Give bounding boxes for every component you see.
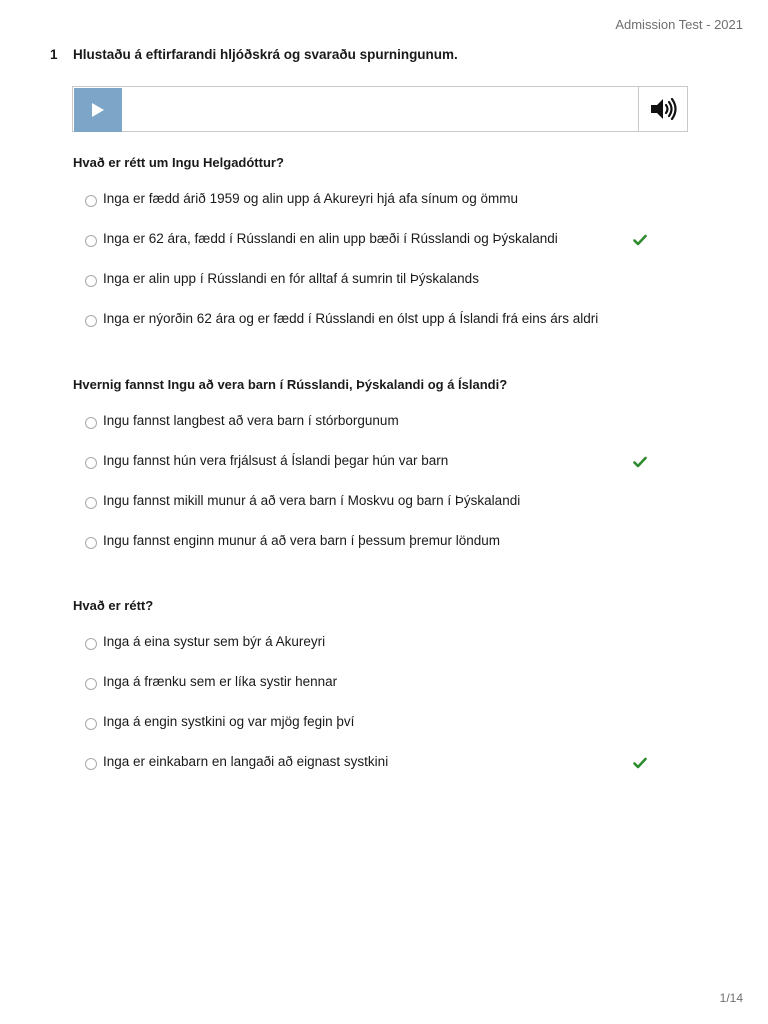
correct-check-icon <box>633 757 647 769</box>
question-number: 1 <box>50 47 58 62</box>
answer-option-label: Inga á eina systur sem býr á Akureyri <box>103 634 326 649</box>
volume-button[interactable] <box>638 87 687 131</box>
answer-option-label: Inga á engin systkini og var mjög fegin því <box>103 714 355 729</box>
correct-check-icon <box>633 234 647 246</box>
answer-option-label: Inga er fædd árið 1959 og alin upp á Akureyri hjá afa sínum og ömmu <box>103 191 518 206</box>
radio-button[interactable] <box>85 275 97 287</box>
answer-option[interactable] <box>85 714 655 736</box>
answer-option-label: Inga er einkabarn en langaði að eignast systkini <box>103 754 389 769</box>
answer-option[interactable] <box>85 634 655 656</box>
header-title: Admission Test - 2021 <box>615 17 743 32</box>
radio-button[interactable] <box>85 718 97 730</box>
radio-button[interactable] <box>85 417 97 429</box>
radio-button[interactable] <box>85 235 97 247</box>
radio-button[interactable] <box>85 678 97 690</box>
answer-option[interactable] <box>85 754 655 776</box>
radio-button[interactable] <box>85 638 97 650</box>
radio-button[interactable] <box>85 497 97 509</box>
answer-option[interactable] <box>85 493 655 515</box>
answer-option[interactable] <box>85 413 655 435</box>
radio-button[interactable] <box>85 537 97 549</box>
sub-question-title: Hvað er rétt? <box>73 598 154 613</box>
volume-icon <box>649 97 677 121</box>
answer-option-label: Inga er nýorðin 62 ára og er fædd í Rússlandi en ólst upp á Íslandi frá eins árs aldri <box>103 311 599 326</box>
answer-option[interactable] <box>85 674 655 696</box>
question-prompt: Hlustaðu á eftirfarandi hljóðskrá og svaraðu spurningunum. <box>73 47 458 62</box>
answer-option-label: Ingu fannst langbest að vera barn í stórborgunum <box>103 413 399 428</box>
answer-option[interactable] <box>85 271 655 293</box>
answer-option-label: Inga er alin upp í Rússlandi en fór alltaf á sumrin til Þýskalands <box>103 271 479 286</box>
answer-option-label: Inga á frænku sem er líka systir hennar <box>103 674 338 689</box>
radio-button[interactable] <box>85 758 97 770</box>
answer-option[interactable] <box>85 453 655 475</box>
answer-option[interactable] <box>85 533 655 555</box>
sub-question-title: Hvað er rétt um Ingu Helgadóttur? <box>73 155 284 170</box>
radio-button[interactable] <box>85 315 97 327</box>
play-icon <box>92 103 104 117</box>
answer-option[interactable] <box>85 231 655 253</box>
answer-option[interactable] <box>85 311 655 333</box>
answer-option[interactable] <box>85 191 655 213</box>
radio-button[interactable] <box>85 195 97 207</box>
correct-check-icon <box>633 456 647 468</box>
answer-option-label: Ingu fannst hún vera frjálsust á Íslandi þegar hún var barn <box>103 453 449 468</box>
answer-option-label: Inga er 62 ára, fædd í Rússlandi en alin upp bæði í Rússlandi og Þýskalandi <box>103 231 558 246</box>
radio-button[interactable] <box>85 457 97 469</box>
play-button[interactable] <box>74 88 122 132</box>
page-counter: 1/14 <box>719 991 743 1005</box>
sub-question-title: Hvernig fannst Ingu að vera barn í Rússlandi, Þýskalandi og á Íslandi? <box>73 377 508 392</box>
audio-player <box>72 86 688 132</box>
answer-option-label: Ingu fannst mikill munur á að vera barn í Moskvu og barn í Þýskalandi <box>103 493 521 508</box>
answer-option-label: Ingu fannst enginn munur á að vera barn í þessum þremur löndum <box>103 533 500 548</box>
